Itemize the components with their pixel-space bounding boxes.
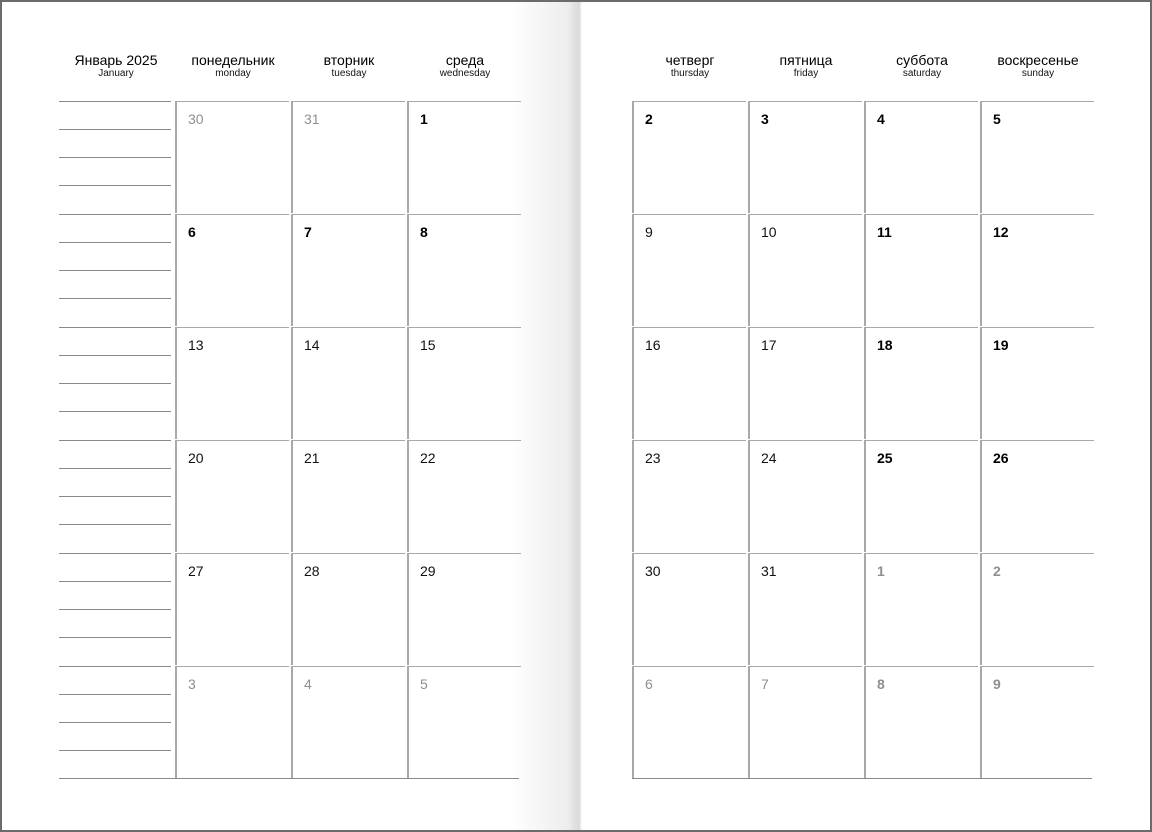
day-number: 25 <box>877 450 893 466</box>
day-number: 8 <box>877 676 885 692</box>
day-number: 23 <box>645 450 661 466</box>
day-number: 30 <box>188 111 204 127</box>
note-line <box>59 214 171 215</box>
note-line <box>59 553 171 554</box>
day-number: 19 <box>993 337 1009 353</box>
day-number: 6 <box>188 224 196 240</box>
day-cell[interactable] <box>291 440 405 552</box>
note-line <box>59 694 171 695</box>
day-cell[interactable] <box>980 666 1094 778</box>
day-cell[interactable] <box>864 101 978 213</box>
day-cell[interactable] <box>175 327 289 439</box>
day-number: 4 <box>304 676 312 692</box>
day-cell[interactable] <box>980 327 1094 439</box>
weekday-header-wednesday <box>409 52 521 80</box>
weekday-ru: вторник <box>323 52 375 68</box>
day-cell[interactable] <box>864 214 978 326</box>
day-cell[interactable] <box>980 214 1094 326</box>
day-cell[interactable] <box>632 666 746 778</box>
note-line <box>59 270 171 271</box>
day-cell[interactable] <box>175 214 289 326</box>
day-number: 2 <box>993 563 1001 579</box>
weekday-en: thursday <box>670 68 710 79</box>
day-number: 3 <box>188 676 196 692</box>
note-line <box>59 101 171 102</box>
day-number: 7 <box>761 676 769 692</box>
weekday-header-sunday <box>982 52 1094 80</box>
month-header <box>60 52 172 80</box>
day-number: 31 <box>304 111 320 127</box>
note-line <box>59 581 171 582</box>
day-cell[interactable] <box>980 101 1094 213</box>
day-number: 7 <box>304 224 312 240</box>
right-page <box>578 2 1152 830</box>
day-number: 5 <box>993 111 1001 127</box>
day-cell[interactable] <box>407 666 521 778</box>
note-line <box>59 722 171 723</box>
day-cell[interactable] <box>748 440 862 552</box>
day-number: 22 <box>420 450 436 466</box>
day-cell[interactable] <box>748 327 862 439</box>
day-number: 1 <box>877 563 885 579</box>
day-cell[interactable] <box>748 101 862 213</box>
day-cell[interactable] <box>407 553 521 665</box>
day-number: 26 <box>993 450 1009 466</box>
note-line <box>59 129 171 130</box>
note-line <box>59 298 171 299</box>
day-number: 5 <box>420 676 428 692</box>
day-cell[interactable] <box>632 327 746 439</box>
day-number: 8 <box>420 224 428 240</box>
day-cell[interactable] <box>407 101 521 213</box>
weekday-ru: воскресенье <box>997 52 1079 68</box>
grid-bottom-rule <box>59 778 519 779</box>
note-line <box>59 524 171 525</box>
weekday-header-monday <box>177 52 289 80</box>
day-cell[interactable] <box>632 440 746 552</box>
day-cell[interactable] <box>175 553 289 665</box>
day-cell[interactable] <box>175 101 289 213</box>
weekday-en: monday <box>215 68 251 79</box>
weekday-en: sunday <box>1021 68 1055 79</box>
day-cell[interactable] <box>632 101 746 213</box>
day-cell[interactable] <box>291 214 405 326</box>
day-number: 20 <box>188 450 204 466</box>
day-number: 6 <box>645 676 653 692</box>
day-number: 27 <box>188 563 204 579</box>
day-cell[interactable] <box>407 214 521 326</box>
note-line <box>59 383 171 384</box>
day-number: 10 <box>761 224 777 240</box>
weekday-header-saturday <box>866 52 978 80</box>
day-cell[interactable] <box>291 666 405 778</box>
note-line <box>59 440 171 441</box>
day-cell[interactable] <box>748 553 862 665</box>
day-cell[interactable] <box>980 553 1094 665</box>
day-cell[interactable] <box>175 666 289 778</box>
weekday-header-friday <box>750 52 862 80</box>
grid-bottom-rule <box>632 778 1092 779</box>
day-cell[interactable] <box>632 553 746 665</box>
day-number: 11 <box>877 224 892 240</box>
day-cell[interactable] <box>407 440 521 552</box>
day-number: 4 <box>877 111 885 127</box>
note-line <box>59 637 171 638</box>
note-line <box>59 327 171 328</box>
note-line <box>59 242 171 243</box>
note-line <box>59 609 171 610</box>
day-cell[interactable] <box>864 440 978 552</box>
day-number: 13 <box>188 337 204 353</box>
note-line <box>59 185 171 186</box>
weekday-ru: четверг <box>665 52 715 68</box>
month-subtitle: January <box>98 68 134 79</box>
day-number: 1 <box>420 111 428 127</box>
weekday-en: saturday <box>902 68 942 79</box>
weekday-ru: понедельник <box>191 52 275 68</box>
day-cell[interactable] <box>864 666 978 778</box>
day-cell[interactable] <box>291 327 405 439</box>
weekday-en: tuesday <box>331 68 367 79</box>
day-cell[interactable] <box>175 440 289 552</box>
note-line <box>59 496 171 497</box>
weekday-ru: суббота <box>896 52 948 68</box>
note-line <box>59 157 171 158</box>
day-cell[interactable] <box>864 327 978 439</box>
day-cell[interactable] <box>748 214 862 326</box>
day-number: 9 <box>645 224 653 240</box>
day-number: 30 <box>645 563 661 579</box>
weekday-header-tuesday <box>293 52 405 80</box>
weekday-ru: среда <box>445 52 485 68</box>
day-cell[interactable] <box>291 553 405 665</box>
day-number: 18 <box>877 337 893 353</box>
day-cell[interactable] <box>632 214 746 326</box>
day-number: 12 <box>993 224 1009 240</box>
day-number: 3 <box>761 111 769 127</box>
weekday-header-thursday <box>634 52 746 80</box>
note-line <box>59 750 171 751</box>
day-number: 24 <box>761 450 777 466</box>
day-number: 15 <box>420 337 436 353</box>
day-cell[interactable] <box>407 327 521 439</box>
note-line <box>59 355 171 356</box>
day-number: 9 <box>993 676 1001 692</box>
weekday-en: friday <box>793 68 819 79</box>
note-line <box>59 411 171 412</box>
month-title: Январь 2025 <box>74 52 158 68</box>
day-cell[interactable] <box>980 440 1094 552</box>
weekday-ru: пятница <box>779 52 833 68</box>
day-cell[interactable] <box>864 553 978 665</box>
day-cell[interactable] <box>291 101 405 213</box>
day-number: 14 <box>304 337 320 353</box>
day-cell[interactable] <box>748 666 862 778</box>
left-page <box>2 2 578 830</box>
day-number: 28 <box>304 563 320 579</box>
day-number: 29 <box>420 563 436 579</box>
day-number: 16 <box>645 337 661 353</box>
weekday-en: wednesday <box>439 68 491 79</box>
note-line <box>59 468 171 469</box>
day-number: 31 <box>761 563 777 579</box>
day-number: 21 <box>304 450 320 466</box>
day-number: 2 <box>645 111 653 127</box>
note-line <box>59 666 171 667</box>
day-number: 17 <box>761 337 777 353</box>
